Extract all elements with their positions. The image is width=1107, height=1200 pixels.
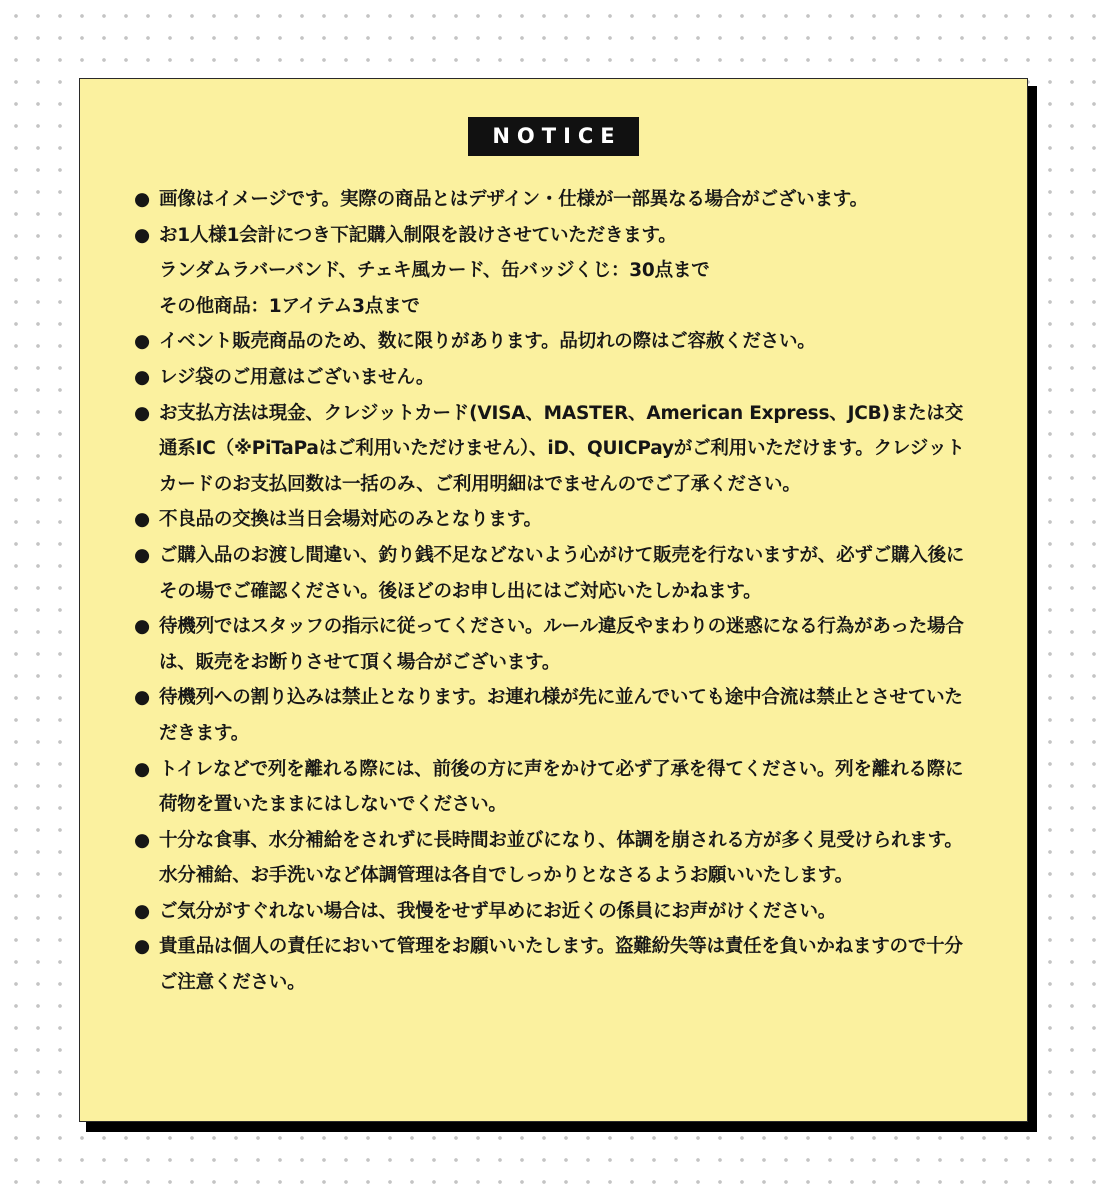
note-item (134, 182, 976, 218)
bullet-icon: ● (134, 224, 150, 246)
note-item (134, 218, 976, 325)
note-item (134, 752, 976, 823)
notice-heading: NOTICE (468, 117, 639, 156)
bullet-icon: ● (134, 544, 150, 566)
note-text: 待機列ではスタッフの指示に従ってください。ルール違反やまわりの迷惑になる行為があった場合は、販売をお断りさせて頂く場合がございます。 (159, 616, 964, 673)
note-text: レジ袋のご用意はございません。 (159, 366, 435, 388)
bullet-icon: ● (134, 509, 150, 531)
note-text: 画像はイメージです。実際の商品とはデザイン・仕様が一部異なる場合がございます。 (159, 189, 868, 210)
note-text: 不良品の交換は当日会場対応のみとなります。 (159, 509, 542, 531)
bullet-icon: ● (134, 402, 150, 424)
note-item (134, 929, 976, 1000)
note-item (134, 324, 976, 360)
note-item (134, 894, 976, 930)
note-item (134, 502, 976, 538)
note-text: ご購入品のお渡し間違い、釣り銭不足などないよう心がけて販売を行ないますが、必ずご購入後にその場でご確認ください。後ほどのお申し出にはご対応いたしかねます。 (159, 544, 965, 602)
bullet-icon: ● (134, 936, 150, 958)
bullet-icon: ● (134, 687, 150, 709)
note-item (134, 538, 976, 609)
note-text: 待機列への割り込みは禁止となります。お連れ様が先に並んでいても途中合流は禁止とさせていただきます。 (159, 687, 963, 744)
note-item (134, 823, 976, 894)
bullet-icon: ● (134, 331, 150, 353)
notice-list (134, 182, 976, 1001)
note-text: イベント販売商品のため、数に限りがあります。品切れの際はご容赦ください。 (159, 331, 816, 353)
purchase-limit-line: その他商品：1アイテム3点まで (159, 295, 420, 317)
note-item (134, 360, 976, 396)
note-text: お支払方法は現金、クレジットカード(VISA、MASTER、American Express、JCB)または交通系IC（※PiTaPaはご利用いただけません）、iD、QUICPayがご利用いただけます。クレジットカードのお支払回数は一括のみ、ご利用明細はでませんのでご了承ください。 (159, 402, 965, 495)
bullet-icon: ● (134, 616, 150, 638)
note-text: お1人様1会計につき下記購入制限を設けさせていただきます。 (159, 224, 677, 246)
bullet-icon: ● (134, 189, 150, 210)
note-text: ご気分がすぐれない場合は、我慢をせず早めにお近くの係員にお声がけください。 (159, 900, 837, 922)
note-item (134, 680, 976, 751)
bullet-icon: ● (134, 366, 150, 388)
purchase-limit-line: ランダムラバーバンド、チェキ風カード、缶バッジくじ：30点まで (159, 260, 710, 282)
note-text: 十分な食事、水分補給をされずに長時間お並びになり、体調を崩される方が多く見受けられます。水分補給、お手洗いなど体調管理は各自でしっかりとなさるようお願いいたします。 (159, 829, 963, 887)
bullet-icon: ● (134, 900, 150, 922)
note-item (134, 396, 976, 503)
note-text: 貴重品は個人の責任において管理をお願いいたします。盗難紛失等は責任を負いかねますので十分ご注意ください。 (159, 936, 963, 994)
note-text: トイレなどで列を離れる際には、前後の方に声をかけて必ず了承を得てください。列を離れる際に荷物を置いたままにはしないでください。 (159, 758, 964, 816)
note-item (134, 609, 976, 680)
bullet-icon: ● (134, 829, 150, 851)
bullet-icon: ● (134, 758, 150, 780)
